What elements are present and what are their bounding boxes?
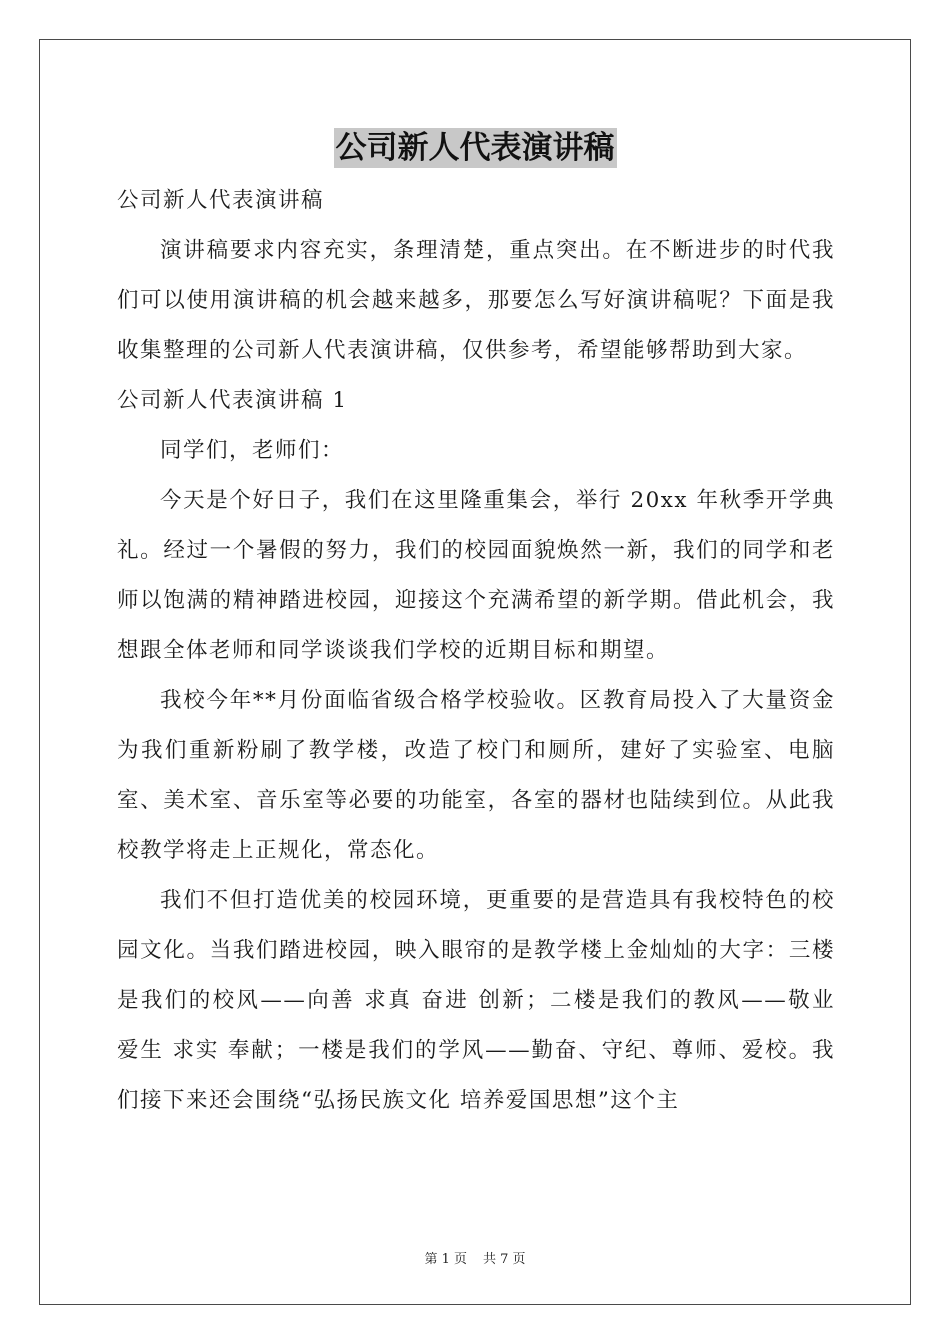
page-count: 共 7 页 <box>483 1252 526 1267</box>
title-container <box>0 128 950 168</box>
paragraph: 我校今年**月份面临省级合格学校验收。区教育局投入了大量资金为我们重新粉刷了教学楼，改造了校门和厕所，建好了实验室、电脑室、美术室、音乐室等必要的功能室，各室的器材也陆续到位。从此我校教学将走上正规化，常态化。 <box>117 688 835 863</box>
paragraph: 演讲稿要求内容充实，条理清楚，重点突出。在不断进步的时代我们可以使用演讲稿的机会越来越多，那要怎么写好演讲稿呢？下面是我收集整理的公司新人代表演讲稿，仅供参考，希望能够帮助到大家。 <box>117 238 835 363</box>
paragraph: 公司新人代表演讲稿 1 <box>117 388 348 413</box>
paragraph: 同学们，老师们： <box>160 438 345 463</box>
document-body <box>117 176 835 1126</box>
paragraph: 我们不但打造优美的校园环境，更重要的是营造具有我校特色的校园文化。当我们踏进校园，映入眼帘的是教学楼上金灿灿的大字：三楼是我们的校风——向善 求真 奋进 创新；二楼是我们的教风——敬业 爱生 求实 奉献；一楼是我们的学风——勤奋、守纪、尊师、爱校。我们接下来还会围绕“弘扬民族文化 培养爱国思想”这个主 <box>117 888 835 1113</box>
page-number: 第 1 页 <box>424 1252 467 1267</box>
paragraph: 今天是个好日子，我们在这里隆重集会，举行 20xx 年秋季开学典礼。经过一个暑假的努力，我们的校园面貌焕然一新，我们的同学和老师以饱满的精神踏进校园，迎接这个充满希望的新学期。借此机会，我想跟全体老师和同学谈谈我们学校的近期目标和期望。 <box>117 488 835 663</box>
page-footer <box>0 1248 950 1267</box>
paragraph: 公司新人代表演讲稿 <box>117 188 325 213</box>
document-title: 公司新人代表演讲稿 <box>335 130 615 166</box>
